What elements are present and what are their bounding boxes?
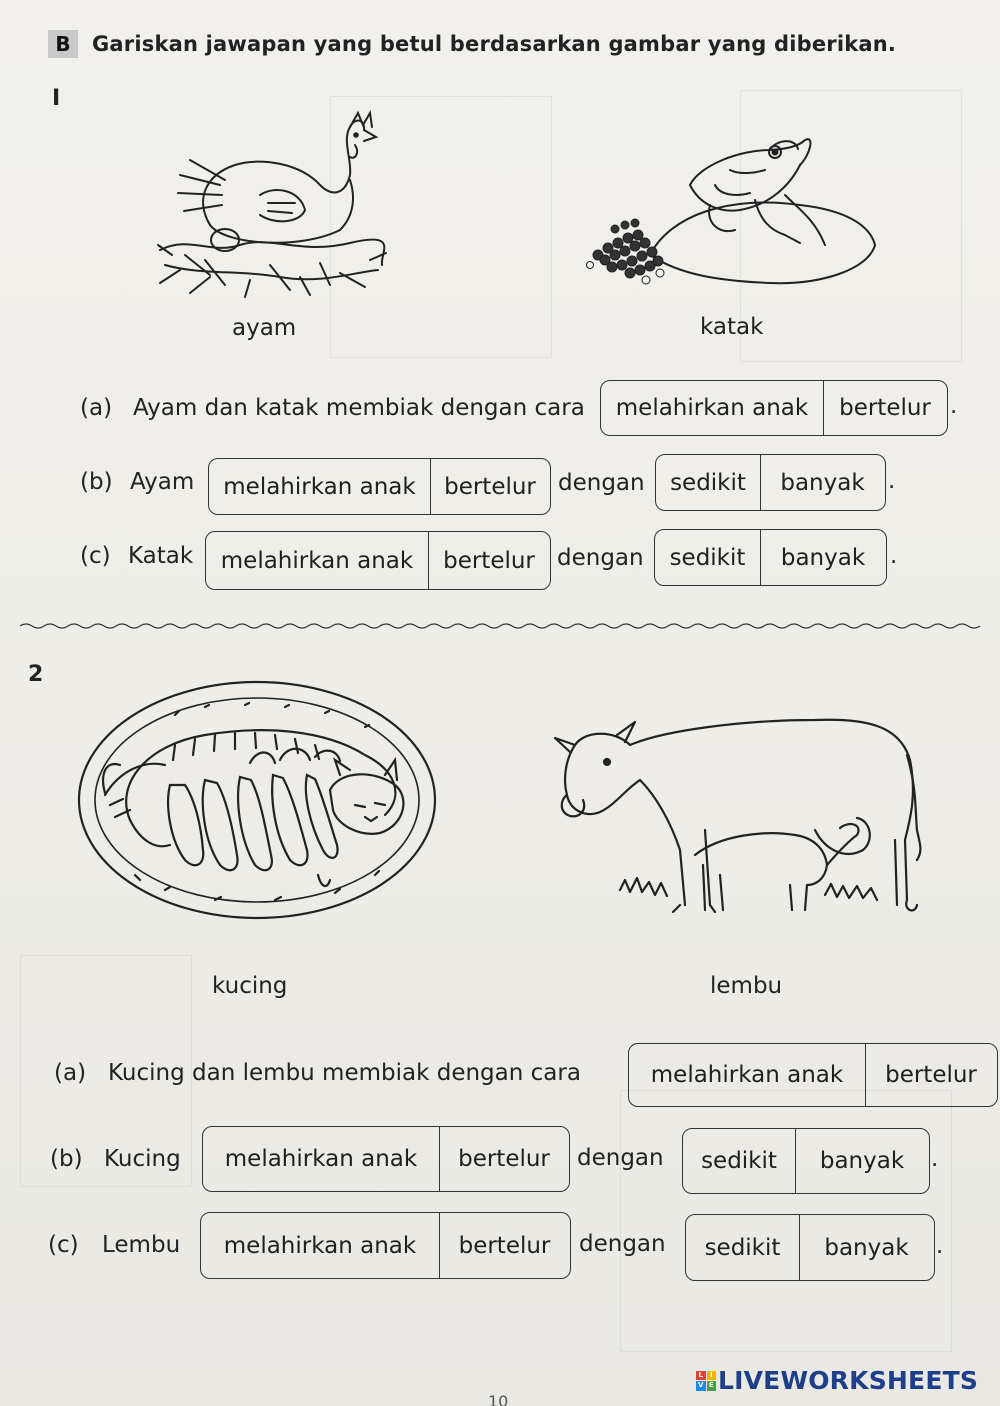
sentence-end: . [931, 1146, 939, 1172]
section-divider [20, 622, 985, 630]
answer-choice-group [600, 380, 948, 436]
sentence-end: . [890, 543, 898, 569]
option-melahirkan-anak[interactable]: melahirkan anak [223, 1232, 417, 1259]
option-sedikit[interactable]: sedikit [701, 1148, 777, 1174]
logo-mark-letter: I [707, 1371, 717, 1381]
picture-caption: katak [700, 314, 764, 340]
option-sedikit[interactable]: sedikit [669, 544, 746, 571]
answer-choice-group [682, 1128, 930, 1194]
option-banyak[interactable]: banyak [760, 530, 885, 585]
option-bertelur[interactable]: bertelur [865, 1044, 996, 1106]
option-melahirkan-anak[interactable]: melahirkan anak [223, 473, 416, 500]
answer-choice-group [205, 531, 551, 590]
item-label: (c) [80, 543, 111, 569]
connector-text: dengan [579, 1231, 666, 1257]
answer-choice-group [655, 454, 886, 511]
liveworksheets-logo [696, 1366, 978, 1395]
answer-choice-group [200, 1212, 571, 1279]
answer-choice-group [208, 458, 551, 515]
item-label: (a) [54, 1060, 87, 1086]
logo-text: LIVEWORKSHEETS [718, 1366, 979, 1395]
option-banyak[interactable]: banyak [795, 1129, 928, 1193]
connector-text: dengan [577, 1145, 664, 1171]
option-melahirkan-anak[interactable]: melahirkan anak [615, 395, 809, 421]
item-label: (c) [48, 1232, 79, 1258]
option-bertelur[interactable]: bertelur [428, 532, 549, 589]
item-subject: Kucing [104, 1146, 181, 1172]
option-bertelur[interactable]: bertelur [823, 381, 946, 435]
answer-choice-group [685, 1214, 935, 1281]
sentence-end: . [950, 393, 958, 419]
answer-choice-group [654, 529, 887, 586]
option-sedikit[interactable]: sedikit [704, 1234, 781, 1261]
item-text: Kucing dan lembu membiak dengan cara [108, 1060, 581, 1086]
option-melahirkan-anak[interactable]: melahirkan anak [224, 1146, 418, 1172]
option-bertelur[interactable]: bertelur [439, 1213, 569, 1278]
item-text: Ayam dan katak membiak dengan cara [133, 395, 585, 421]
logo-mark-icon [696, 1371, 716, 1391]
section-letter: B [48, 30, 78, 58]
picture-caption: kucing [212, 973, 288, 999]
question-number: I [52, 86, 61, 111]
connector-text: dengan [558, 470, 645, 496]
option-sedikit[interactable]: sedikit [670, 469, 746, 496]
cat-nursing-kittens-icon [75, 675, 440, 925]
option-banyak[interactable]: banyak [760, 455, 884, 510]
option-bertelur[interactable]: bertelur [439, 1127, 568, 1191]
item-label: (b) [50, 1146, 83, 1172]
logo-mark-letter: V [696, 1381, 706, 1391]
cow-nursing-calf-icon [545, 700, 940, 945]
option-bertelur[interactable]: bertelur [430, 459, 549, 514]
sentence-end: . [936, 1233, 944, 1259]
hen-on-nest-icon [150, 105, 390, 305]
page-number: 10 [488, 1392, 509, 1406]
item-subject: Lembu [102, 1232, 181, 1258]
picture-caption: lembu [710, 973, 783, 999]
frog-with-eggs-icon [570, 125, 890, 305]
item-subject: Ayam [130, 469, 195, 495]
logo-mark-letter: L [696, 1371, 706, 1381]
item-label: (b) [80, 469, 113, 495]
answer-choice-group [628, 1043, 998, 1107]
option-melahirkan-anak[interactable]: melahirkan anak [220, 547, 414, 574]
option-melahirkan-anak[interactable]: melahirkan anak [650, 1062, 844, 1088]
question-number: 2 [28, 662, 44, 687]
option-banyak[interactable]: banyak [799, 1215, 933, 1280]
item-label: (a) [80, 395, 113, 421]
instruction-text: Gariskan jawapan yang betul berdasarkan gambar yang diberikan. [92, 32, 897, 56]
item-subject: Katak [128, 543, 194, 569]
logo-mark-letter: E [707, 1381, 717, 1391]
section-header [48, 30, 896, 58]
answer-choice-group [202, 1126, 570, 1192]
sentence-end: . [888, 468, 896, 494]
picture-caption: ayam [232, 315, 297, 341]
connector-text: dengan [557, 545, 644, 571]
